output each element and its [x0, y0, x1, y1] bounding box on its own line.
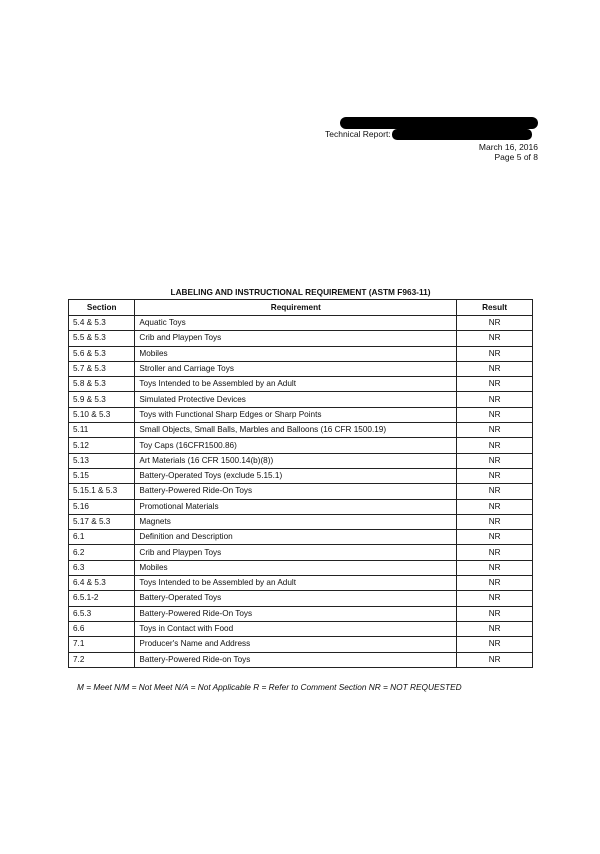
cell-result: NR [457, 453, 533, 468]
table-row [69, 438, 533, 453]
cell-result: NR [457, 346, 533, 361]
table-row [69, 514, 533, 529]
column-header-section: Section [69, 300, 135, 316]
cell-section: 6.1 [69, 530, 135, 545]
table-row [69, 530, 533, 545]
cell-result: NR [457, 392, 533, 407]
cell-requirement: Mobiles [135, 346, 457, 361]
cell-requirement: Small Objects, Small Balls, Marbles and Balloons (16 CFR 1500.19) [135, 423, 457, 438]
cell-section: 6.2 [69, 545, 135, 560]
table-row [69, 652, 533, 667]
table-row [69, 377, 533, 392]
cell-section: 5.4 & 5.3 [69, 316, 135, 331]
table-row [69, 392, 533, 407]
redaction-bar-inline [392, 129, 532, 140]
cell-requirement: Crib and Playpen Toys [135, 331, 457, 346]
cell-section: 6.5.3 [69, 606, 135, 621]
cell-section: 7.1 [69, 637, 135, 652]
cell-section: 6.5.1-2 [69, 591, 135, 606]
cell-section: 7.2 [69, 652, 135, 667]
cell-requirement: Simulated Protective Devices [135, 392, 457, 407]
cell-section: 5.15 [69, 468, 135, 483]
table-title: LABELING AND INSTRUCTIONAL REQUIREMENT (ASTM F963-11) [170, 287, 431, 297]
result-legend: M = Meet N/M = Not Meet N/A = Not Applicable R = Refer to Comment Section NR = NOT REQUESTED [77, 682, 462, 692]
cell-section: 6.3 [69, 560, 135, 575]
cell-section: 5.10 & 5.3 [69, 407, 135, 422]
cell-requirement: Battery-Powered Ride-on Toys [135, 652, 457, 667]
cell-requirement: Toys Intended to be Assembled by an Adult [135, 576, 457, 591]
cell-requirement: Stroller and Carriage Toys [135, 361, 457, 376]
table-row [69, 361, 533, 376]
cell-requirement: Promotional Materials [135, 499, 457, 514]
cell-result: NR [457, 407, 533, 422]
table-row [69, 484, 533, 499]
cell-requirement: Aquatic Toys [135, 316, 457, 331]
cell-requirement: Battery-Powered Ride-On Toys [135, 606, 457, 621]
table-row [69, 407, 533, 422]
cell-section: 5.8 & 5.3 [69, 377, 135, 392]
cell-requirement: Definition and Description [135, 530, 457, 545]
cell-requirement: Battery-Operated Toys (exclude 5.15.1) [135, 468, 457, 483]
table-row [69, 331, 533, 346]
report-header-line [325, 128, 540, 141]
table-row [69, 576, 533, 591]
column-header-result: Result [457, 300, 533, 316]
cell-section: 5.9 & 5.3 [69, 392, 135, 407]
report-date: March 16, 2016 [478, 142, 538, 152]
cell-result: NR [457, 530, 533, 545]
table-row [69, 545, 533, 560]
cell-result: NR [457, 560, 533, 575]
table-row [69, 621, 533, 636]
table-row [69, 423, 533, 438]
cell-result: NR [457, 545, 533, 560]
page-number: Page 5 of 8 [494, 152, 538, 162]
cell-section: 5.16 [69, 499, 135, 514]
cell-section: 5.7 & 5.3 [69, 361, 135, 376]
cell-result: NR [457, 377, 533, 392]
table-row [69, 560, 533, 575]
table-row [69, 499, 533, 514]
table-row [69, 346, 533, 361]
cell-requirement: Toys Intended to be Assembled by an Adult [135, 377, 457, 392]
report-label: Technical Report: [325, 129, 391, 139]
cell-section: 6.4 & 5.3 [69, 576, 135, 591]
cell-result: NR [457, 606, 533, 621]
requirements-table [68, 299, 533, 668]
cell-requirement: Battery-Operated Toys [135, 591, 457, 606]
cell-requirement: Crib and Playpen Toys [135, 545, 457, 560]
cell-requirement: Magnets [135, 514, 457, 529]
cell-result: NR [457, 637, 533, 652]
table-header-row [69, 300, 533, 316]
cell-result: NR [457, 331, 533, 346]
table-row [69, 591, 533, 606]
table-row [69, 606, 533, 621]
cell-result: NR [457, 484, 533, 499]
table-row [69, 468, 533, 483]
cell-result: NR [457, 423, 533, 438]
cell-requirement: Art Materials (16 CFR 1500.14(b)(8)) [135, 453, 457, 468]
cell-requirement: Toys in Contact with Food [135, 621, 457, 636]
cell-result: NR [457, 316, 533, 331]
cell-requirement: Producer's Name and Address [135, 637, 457, 652]
cell-result: NR [457, 591, 533, 606]
cell-section: 5.11 [69, 423, 135, 438]
cell-result: NR [457, 514, 533, 529]
cell-section: 6.6 [69, 621, 135, 636]
cell-section: 5.12 [69, 438, 135, 453]
cell-result: NR [457, 621, 533, 636]
table-row [69, 637, 533, 652]
cell-requirement: Battery-Powered Ride-On Toys [135, 484, 457, 499]
cell-requirement: Toy Caps (16CFR1500.86) [135, 438, 457, 453]
cell-result: NR [457, 576, 533, 591]
cell-section: 5.15.1 & 5.3 [69, 484, 135, 499]
cell-section: 5.17 & 5.3 [69, 514, 135, 529]
table-row [69, 453, 533, 468]
cell-result: NR [457, 499, 533, 514]
cell-requirement: Mobiles [135, 560, 457, 575]
table-body [69, 316, 533, 668]
table-row [69, 316, 533, 331]
cell-requirement: Toys with Functional Sharp Edges or Sharp Points [135, 407, 457, 422]
cell-result: NR [457, 652, 533, 667]
cell-section: 5.13 [69, 453, 135, 468]
column-header-requirement: Requirement [135, 300, 457, 316]
cell-section: 5.5 & 5.3 [69, 331, 135, 346]
cell-result: NR [457, 361, 533, 376]
cell-section: 5.6 & 5.3 [69, 346, 135, 361]
cell-result: NR [457, 468, 533, 483]
cell-result: NR [457, 438, 533, 453]
